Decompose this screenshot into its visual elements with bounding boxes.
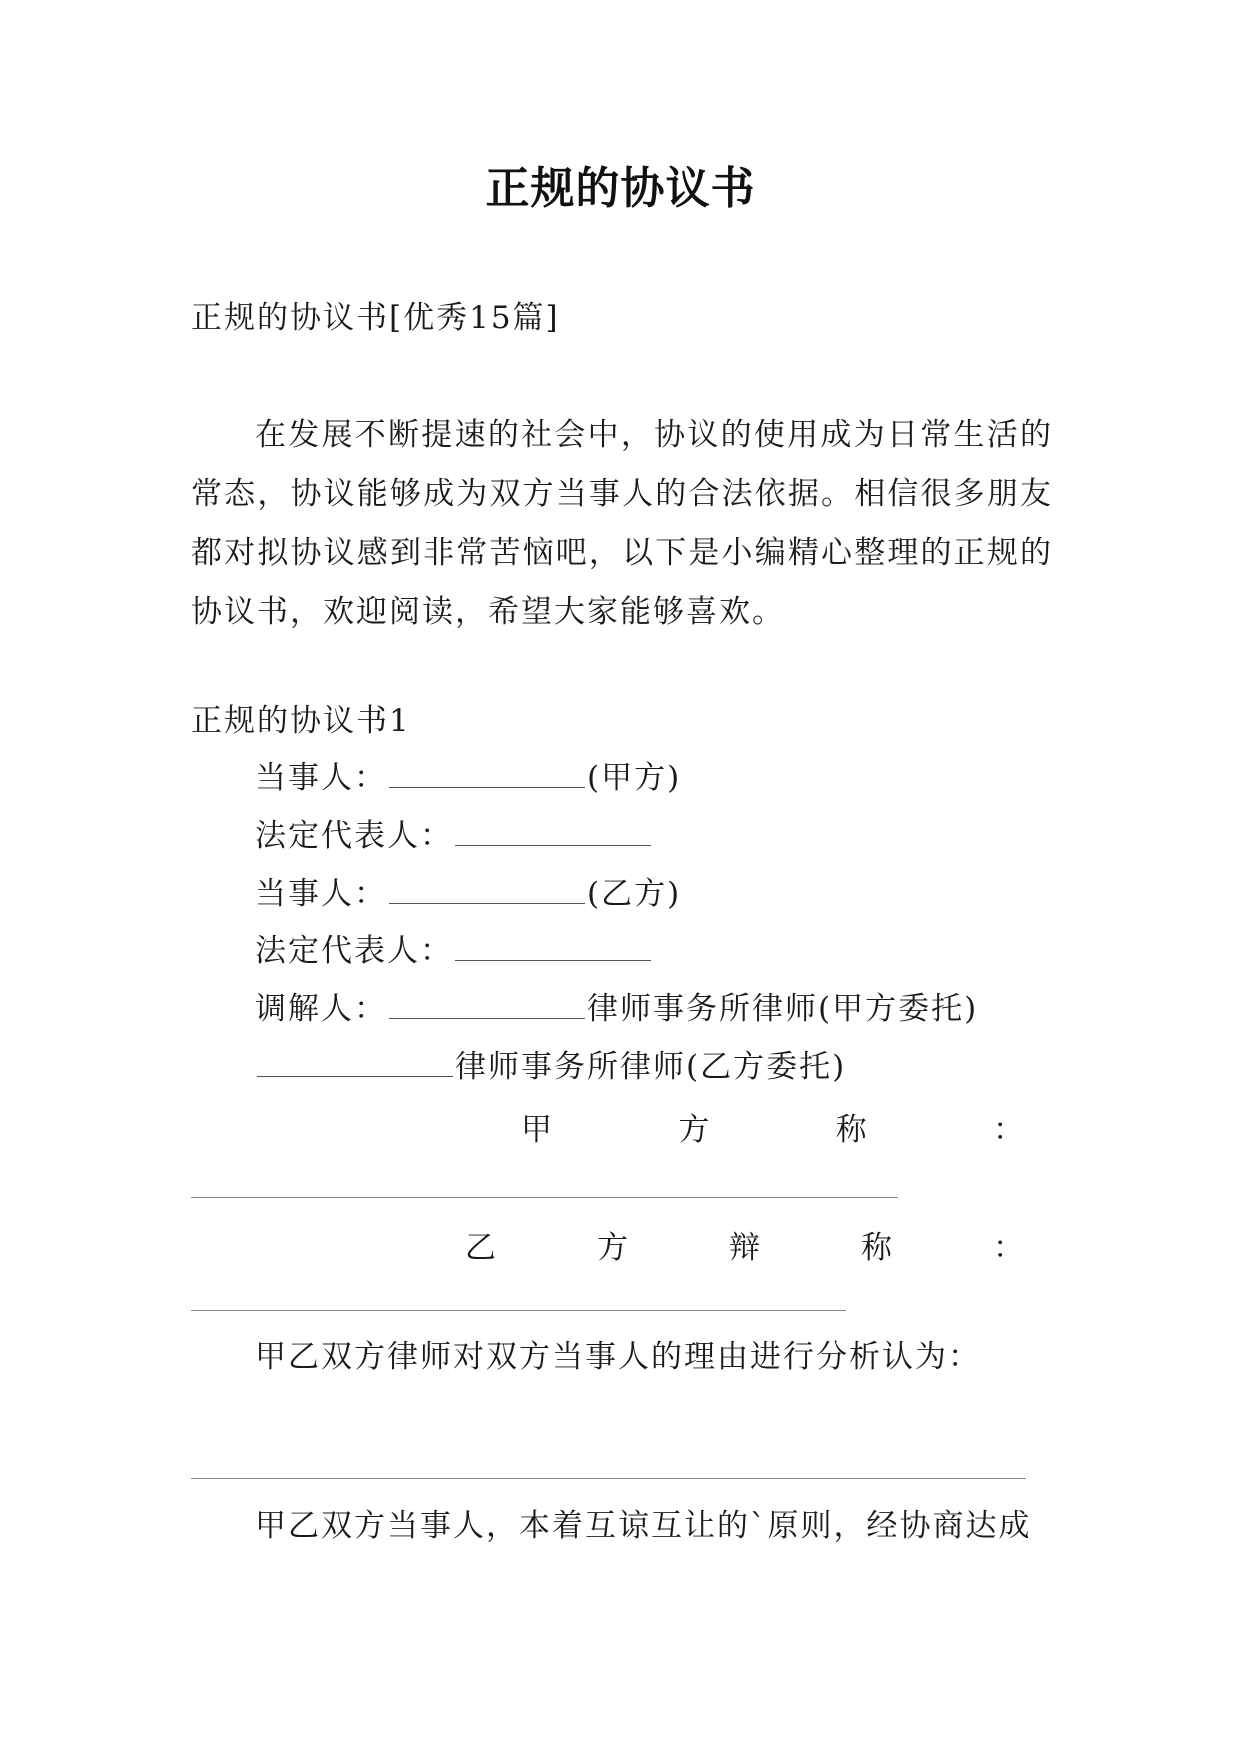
party-a-field — [255, 758, 681, 798]
party-b-claim-line — [191, 1310, 846, 1311]
mediator-a-blank — [389, 990, 585, 1019]
mediator-label: 调解人： — [255, 991, 387, 1027]
legal-rep-a-blank — [455, 817, 651, 846]
party-b-claim-char: 辩 — [729, 1230, 762, 1266]
party-a-claim-char: 称 — [835, 1112, 869, 1148]
document-subtitle: 正规的协议书[优秀15篇] — [191, 300, 560, 336]
party-a-claim-line — [191, 1197, 898, 1198]
party-b-claim-heading — [465, 1222, 1026, 1267]
analysis-line: 甲乙双方律师对双方当事人的理由进行分析认为： — [255, 1339, 981, 1375]
party-a-suffix: (甲方) — [587, 760, 682, 796]
mediator-a-suffix: 律师事务所律师(甲方委托) — [587, 991, 979, 1027]
agreement-line: 甲乙双方当事人，本着互谅互让的`原则，经协商达成 — [255, 1508, 1032, 1544]
mediator-b-blank — [257, 1048, 453, 1077]
legal-rep-b-field — [255, 931, 653, 971]
legal-rep-b-blank — [455, 932, 651, 961]
party-a-claim-heading — [521, 1104, 1026, 1149]
party-a-blank — [389, 759, 585, 788]
document-title: 正规的协议书 — [485, 163, 756, 214]
party-b-claim-char: 乙 — [465, 1230, 498, 1266]
party-b-claim-char: 方 — [597, 1230, 630, 1266]
mediator-b-suffix: 律师事务所律师(乙方委托) — [455, 1049, 847, 1085]
party-a-label: 当事人： — [255, 760, 387, 796]
mediator-b-field — [255, 1047, 846, 1087]
legal-rep-b-label: 法定代表人： — [255, 933, 453, 969]
section-heading: 正规的协议书1 — [191, 703, 411, 739]
party-b-claim-char: 称 — [861, 1230, 894, 1266]
party-b-suffix: (乙方) — [587, 876, 682, 912]
intro-paragraph: 在发展不断提速的社会中，协议的使用成为日常生活的常态，协议能够成为双方当事人的合法依据。相信很多朋友都对拟协议感到非常苦恼吧，以下是小编精心整理的正规的协议书，欢迎阅读，希望大家能够喜欢。 — [191, 417, 1053, 630]
party-b-blank — [389, 875, 585, 904]
analysis-rule — [191, 1478, 1026, 1479]
party-b-label: 当事人： — [255, 876, 387, 912]
party-b-field — [255, 874, 681, 914]
party-a-claim-char: 甲 — [521, 1112, 554, 1148]
mediator-field — [255, 989, 978, 1029]
legal-rep-a-label: 法定代表人： — [255, 818, 453, 854]
party-b-claim-char: ： — [993, 1230, 1026, 1266]
party-a-claim-char: ： — [992, 1112, 1026, 1148]
legal-rep-a-field — [255, 816, 653, 856]
party-a-claim-char: 方 — [678, 1112, 712, 1148]
